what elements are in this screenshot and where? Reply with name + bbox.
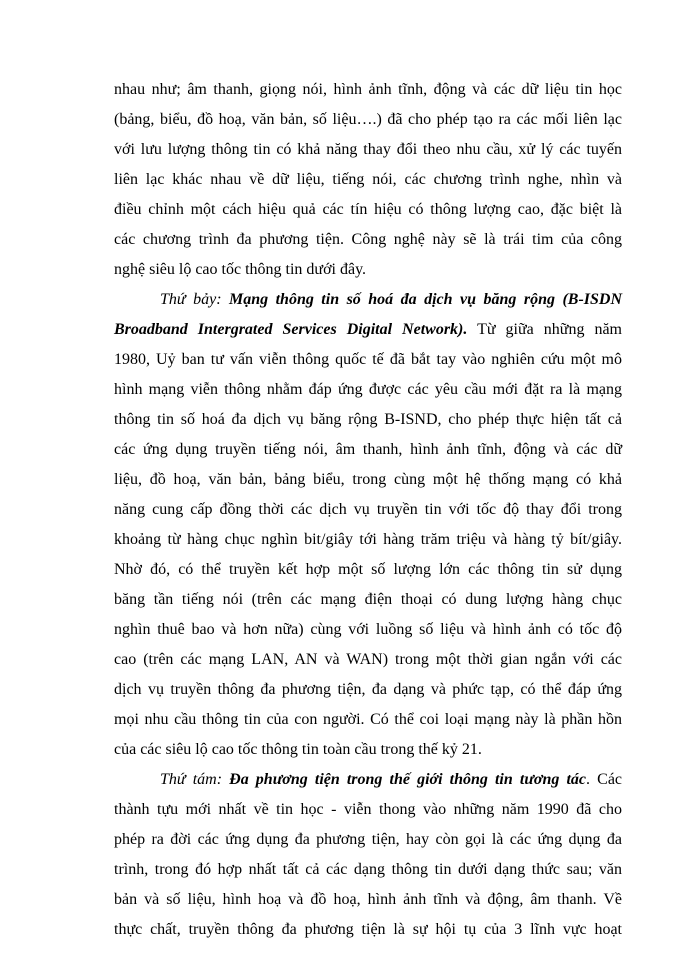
text-line: thông tin số hoá đa dịch vụ băng rộng B-ISND, cho phép thực hiện tất cả bbox=[114, 411, 622, 428]
section-heading: Mạng thông tin số hoá đa dịch vụ băng rộng (B-ISDN bbox=[229, 291, 622, 308]
text-line: thành tựu mới nhất về tin học - viễn thong vào những năm 1990 đã cho bbox=[114, 801, 622, 818]
text-line: dịch vụ truyền thông đa phương tiện, đa dạng và phức tạp, có thể đáp ứng bbox=[114, 681, 622, 698]
text-line: 1980, Uỷ ban tư vấn viễn thông quốc tế đã bắt tay vào nghiên cứu một mô bbox=[114, 351, 622, 368]
section-label: Thứ tám: bbox=[160, 771, 230, 788]
section-heading: Đa phương tiện trong thế giới thông tin tương tác bbox=[229, 771, 587, 788]
text-line: thực chất, truyền thông đa phương tiện là sự hội tụ của 3 lĩnh vực hoạt bbox=[114, 921, 622, 938]
text-line: nghệ siêu lộ cao tốc thông tin dưới đây. bbox=[114, 261, 367, 278]
text-line: liệu, đồ hoạ, văn bản, bảng biểu, trong cùng một hệ thống mạng có khả bbox=[114, 471, 622, 488]
text-line: trình, trong đó hợp nhất tất cả các dạng thông tin dưới dạng thức sau; văn bbox=[114, 861, 622, 878]
body-text: Từ giữa những năm bbox=[467, 321, 622, 338]
text-line: nhau như; âm thanh, giọng nói, hình ảnh tĩnh, động và các dữ liệu tin học bbox=[114, 81, 622, 98]
text-line: năng cung cấp đồng thời các dịch vụ truyền tin với tốc độ thay đổi trong bbox=[114, 501, 622, 518]
text-line: phép ra đời các ứng dụng đa phương tiện, hay còn gọi là các ứng dụng đa bbox=[114, 831, 622, 848]
text-line: Nhờ đó, có thể truyền kết hợp một số lượng lớn các thông tin sử dụng bbox=[114, 561, 622, 578]
section-heading-continuation: Broadband Intergrated Services Digital Network). bbox=[114, 321, 468, 338]
text-line: bản và số liệu, hình hoạ và đồ hoạ, hình ảnh tĩnh và động, âm thanh. Về bbox=[114, 891, 622, 908]
text-line: nghìn thuê bao và hơn nữa) cùng với luồng số liệu và hình ảnh có tốc độ bbox=[114, 621, 622, 638]
section-heading-line bbox=[114, 317, 622, 343]
text-line: các ứng dụng truyền tiếng nói, âm thanh, hình ảnh tĩnh, động và các dữ bbox=[114, 441, 622, 458]
text-line: khoảng từ hàng chục nghìn bit/giây tới hàng trăm triệu và hàng tỷ bít/giây. bbox=[114, 531, 622, 548]
section-label: Thứ bảy: bbox=[160, 291, 229, 308]
section-heading-line bbox=[160, 287, 622, 313]
section-heading-line bbox=[160, 767, 622, 793]
text-line: điều chỉnh một cách hiệu quả các tín hiệu có thông lượng cao, đặc biệt là bbox=[114, 201, 622, 218]
text-line: của các siêu lộ cao tốc thông tin toàn cầu trong thế kỷ 21. bbox=[114, 741, 482, 758]
body-text: . Các bbox=[586, 771, 623, 788]
text-line: băng tần tiếng nói (trên các mạng điện thoại có dung lượng hàng chục bbox=[114, 591, 622, 608]
text-line: với lưu lượng thông tin có khả năng thay đổi theo nhu cầu, xử lý các tuyến bbox=[114, 141, 622, 158]
text-line: liên lạc khác nhau về dữ liệu, tiếng nói, các chương trình nghe, nhìn và bbox=[114, 171, 622, 188]
text-line: mọi nhu cầu thông tin của con người. Có thể coi loại mạng này là phần hồn bbox=[114, 711, 622, 728]
text-line: (bảng, biểu, đồ hoạ, văn bản, số liệu….) đã cho phép tạo ra các mối liên lạc bbox=[114, 111, 622, 128]
text-line: hình mạng viễn thông nhằm đáp ứng được các yêu cầu mới đặt ra là mạng bbox=[114, 381, 622, 398]
text-line: các chương trình đa phương tiện. Công nghệ này sẽ là trái tim của công bbox=[114, 231, 622, 248]
text-line: cao (trên các mạng LAN, AN và WAN) trong một thời gian ngắn với các bbox=[114, 651, 622, 668]
